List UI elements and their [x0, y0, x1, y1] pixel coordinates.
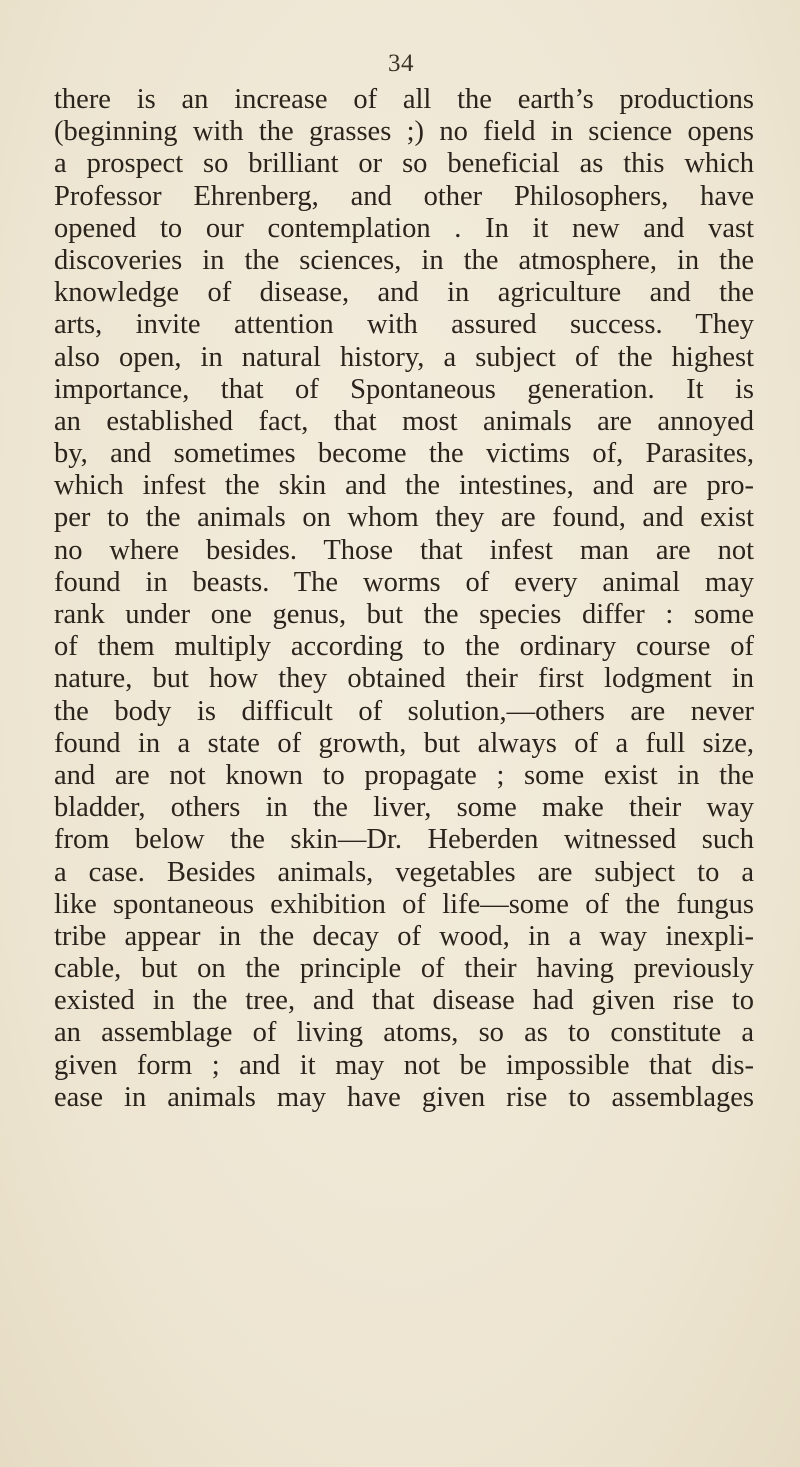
text-line: like spontaneous exhibition of life—some of the fungus — [54, 888, 754, 920]
page-number: 34 — [388, 50, 414, 77]
text-line: opened to our contemplation . In it new and vast — [54, 212, 754, 244]
text-line: tribe appear in the decay of wood, in a way inexpli- — [54, 920, 754, 952]
text-line: which infest the skin and the intestines, and are pro- — [54, 470, 754, 502]
text-line: ease in animals may have given rise to assemblages — [54, 1081, 754, 1113]
text-line: from below the skin—Dr. Heberden witnessed such — [54, 824, 754, 856]
text-line: a case. Besides animals, vegetables are subject to a — [54, 856, 754, 888]
text-line: nature, but how they obtained their first lodgment in — [54, 663, 754, 695]
text-line: importance, that of Spontaneous generation. It is — [54, 373, 754, 405]
body-text — [54, 84, 754, 1114]
text-line: a prospect so brilliant or so beneficial as this which — [54, 148, 754, 180]
text-line: knowledge of disease, and in agriculture and the — [54, 277, 754, 309]
text-line: found in beasts. The worms of every animal may — [54, 566, 754, 598]
text-line: bladder, others in the liver, some make their way — [54, 792, 754, 824]
text-line: cable, but on the principle of their having previously — [54, 953, 754, 985]
text-line: discoveries in the sciences, in the atmosphere, in the — [54, 244, 754, 276]
text-line: found in a state of growth, but always of a full size, — [54, 727, 754, 759]
text-line: of them multiply according to the ordinary course of — [54, 631, 754, 663]
text-line: and are not known to propagate ; some exist in the — [54, 759, 754, 791]
text-line: Professor Ehrenberg, and other Philosophers, have — [54, 180, 754, 212]
text-line: an assemblage of living atoms, so as to constitute a — [54, 1017, 754, 1049]
text-line: rank under one genus, but the species differ : some — [54, 599, 754, 630]
text-line: an established fact, that most animals are annoyed — [54, 405, 754, 437]
text-line: per to the animals on whom they are found, and exist — [54, 502, 754, 534]
text-line: arts, invite attention with assured success. They — [54, 309, 754, 341]
text-line: by, and sometimes become the victims of, Parasites, — [54, 438, 754, 470]
text-line: also open, in natural history, a subject of the highest — [54, 341, 754, 373]
text-line: given form ; and it may not be impossible that dis- — [54, 1049, 754, 1081]
text-line: no where besides. Those that infest man are not — [54, 534, 754, 566]
text-line: the body is difficult of solution,—others are never — [54, 695, 754, 727]
text-line: existed in the tree, and that disease had given rise to — [54, 985, 754, 1017]
text-line: (beginning with the grasses ;) no field in science opens — [54, 116, 754, 148]
text-line: there is an increase of all the earth’s productions — [54, 84, 754, 115]
